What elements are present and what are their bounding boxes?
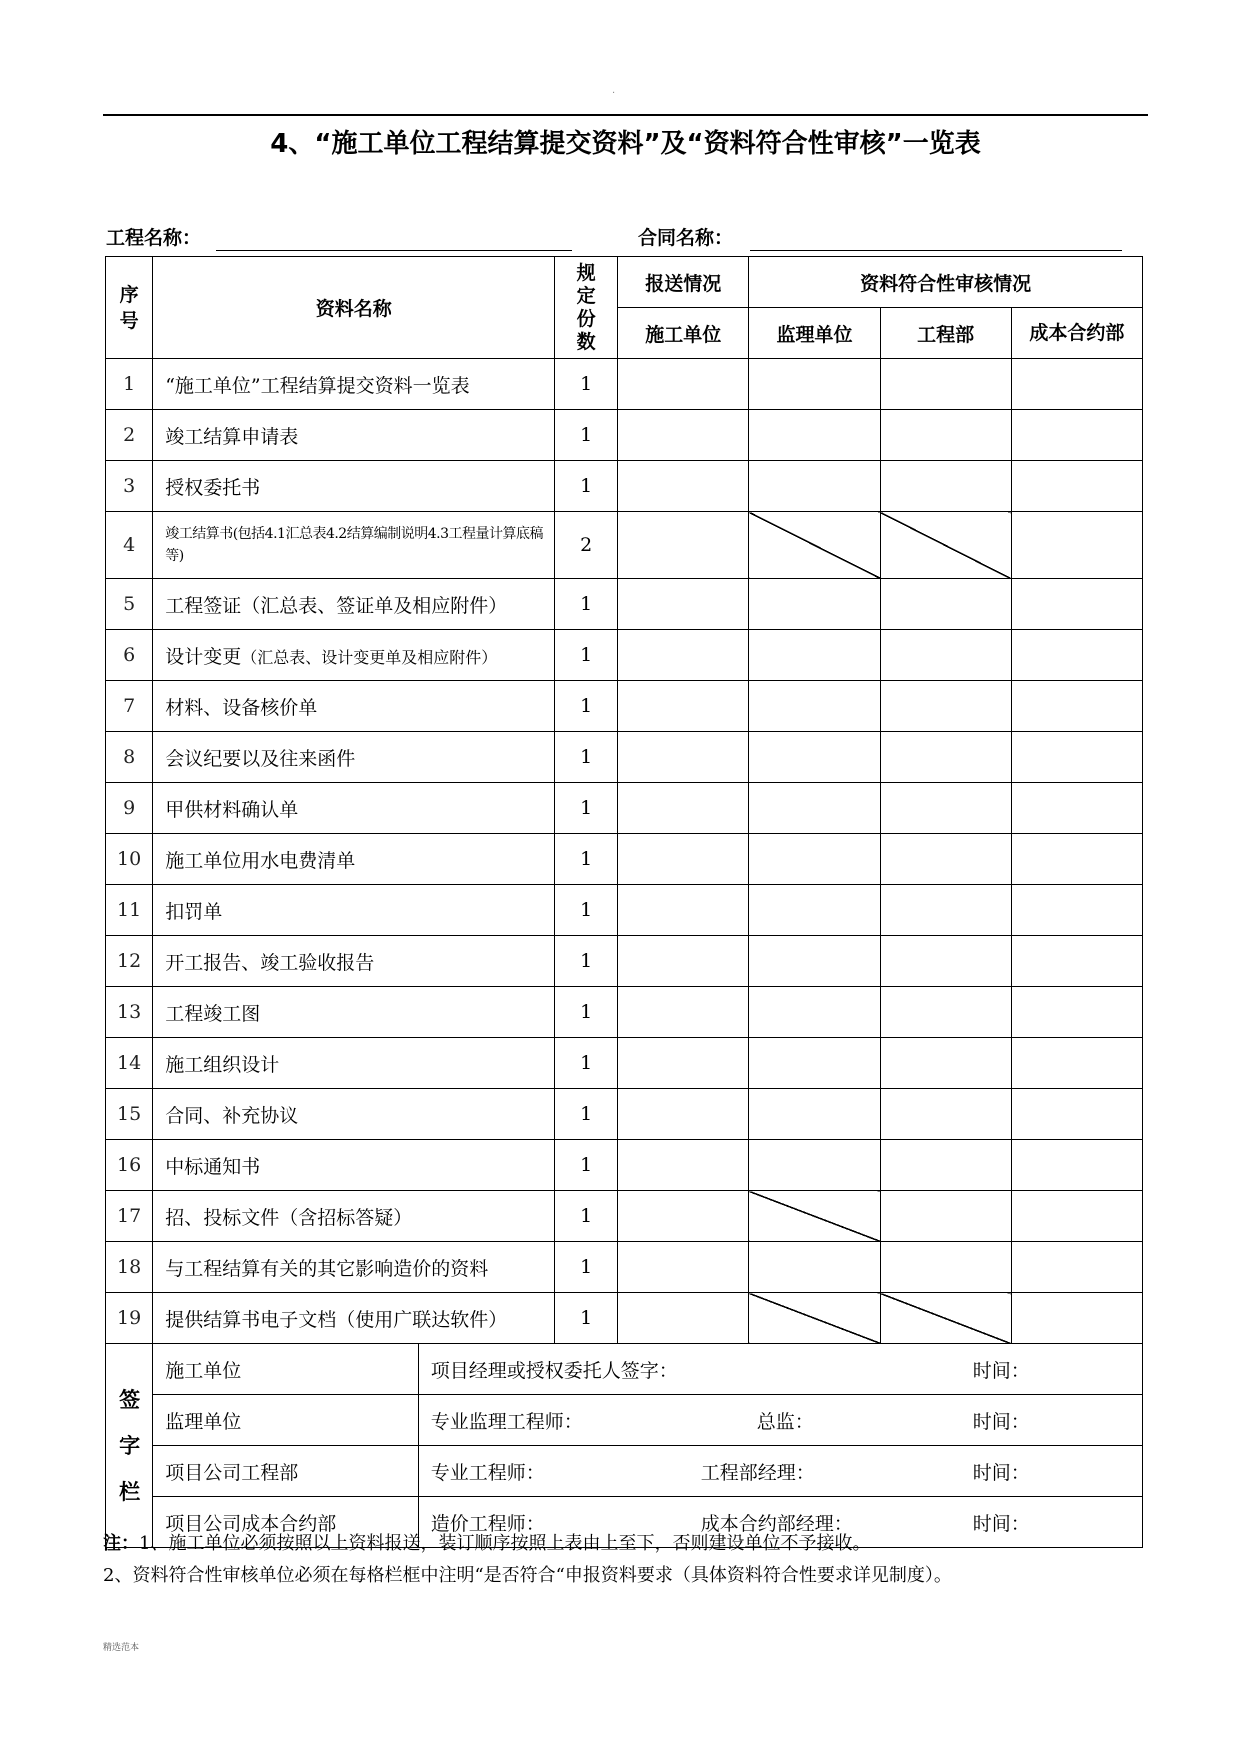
footer-mark: 精选范本: [103, 1643, 140, 1653]
page-title: 4、“施工单位工程结算提交资料”及“资料符合性审核”一览表: [270, 129, 981, 159]
supervisor-cell[interactable]: [749, 1242, 880, 1293]
contractor-cell[interactable]: [618, 1191, 749, 1242]
row-number: 13: [106, 987, 153, 1038]
document-name: 甲供材料确认单: [153, 783, 555, 834]
signature-time: 时间：: [972, 1461, 1030, 1484]
header-submit-group: 报送情况: [618, 257, 749, 308]
note-line-2: 2、资料符合性审核单位必须在每格栏框中注明“是否符合“申报资料要求（具体资料符合性要求详见制度）。: [103, 1565, 952, 1586]
document-name: 材料、设备核价单: [153, 681, 555, 732]
submission-table: [105, 256, 1143, 1548]
signature-unit: 施工单位: [153, 1344, 419, 1395]
supervisor-cell[interactable]: [749, 681, 880, 732]
document-name: 竣工结算书(包括4.1汇总表4.2结算编制说明4.3工程量计算底稿等): [153, 512, 555, 579]
supervisor-cell[interactable]: [749, 359, 880, 410]
required-count: 1: [555, 1089, 618, 1140]
row-number: 14: [106, 1038, 153, 1089]
header-cost: 成本合约部: [1011, 308, 1142, 359]
row-number: 8: [106, 732, 153, 783]
signature-unit: 监理单位: [153, 1395, 419, 1446]
signature-time: 时间：: [972, 1410, 1030, 1433]
required-count: 1: [555, 732, 618, 783]
document-name: 提供结算书电子文档（使用广联达软件）: [153, 1293, 555, 1344]
table-row: [106, 461, 1143, 512]
engineering-cell[interactable]: [880, 885, 1011, 936]
header-contractor: 施工单位: [618, 308, 749, 359]
contractor-cell[interactable]: [618, 885, 749, 936]
contractor-cell[interactable]: [618, 1140, 749, 1191]
engineering-cell[interactable]: [880, 630, 1011, 681]
document-name: 中标通知书: [153, 1140, 555, 1191]
document-name: 扣罚单: [153, 885, 555, 936]
signature-row: [106, 1344, 1143, 1395]
engineering-cell[interactable]: [880, 1140, 1011, 1191]
row-number: 7: [106, 681, 153, 732]
signature-fields[interactable]: [418, 1344, 1142, 1395]
signature-fields[interactable]: [418, 1446, 1142, 1497]
required-count: 1: [555, 630, 618, 681]
required-count: 1: [555, 461, 618, 512]
cost-cell[interactable]: [1011, 630, 1142, 681]
contractor-cell[interactable]: [618, 512, 749, 579]
cost-cell[interactable]: [1011, 359, 1142, 410]
document-name: 工程签证（汇总表、签证单及相应附件）: [153, 579, 555, 630]
contractor-cell[interactable]: [618, 1293, 749, 1344]
cost-cell[interactable]: [1011, 461, 1142, 512]
table-row: [106, 512, 1143, 579]
cost-cell[interactable]: [1011, 936, 1142, 987]
row-number: 19: [106, 1293, 153, 1344]
document-name: 竣工结算申请表: [153, 410, 555, 461]
row-number: 2: [106, 410, 153, 461]
required-count: 1: [555, 1242, 618, 1293]
document-name: 授权委托书: [153, 461, 555, 512]
contract-name-line[interactable]: [750, 250, 1122, 251]
required-count: 1: [555, 579, 618, 630]
required-count: 1: [555, 936, 618, 987]
header-count: 规定份数: [555, 257, 618, 359]
engineering-cell[interactable]: [880, 936, 1011, 987]
engineering-cell[interactable]: [880, 579, 1011, 630]
table-row: [106, 1293, 1143, 1344]
table-row: [106, 1191, 1143, 1242]
supervisor-cell[interactable]: [749, 410, 880, 461]
contractor-cell[interactable]: [618, 410, 749, 461]
engineering-cell[interactable]: [880, 1089, 1011, 1140]
supervisor-cell[interactable]: [749, 936, 880, 987]
signature-time: 时间：: [972, 1359, 1030, 1382]
engineering-cell-na: [880, 512, 1011, 579]
cost-cell[interactable]: [1011, 512, 1142, 579]
signature-field-1: 造价工程师：: [430, 1512, 545, 1535]
contractor-cell[interactable]: [618, 732, 749, 783]
engineering-cell[interactable]: [880, 681, 1011, 732]
table-row: [106, 579, 1143, 630]
required-count: 1: [555, 987, 618, 1038]
row-number: 10: [106, 834, 153, 885]
document-name-sub: （汇总表、设计变更单及相应附件）: [241, 647, 498, 667]
contractor-cell[interactable]: [618, 461, 749, 512]
table-row: [106, 1242, 1143, 1293]
signature-unit: 项目公司成本合约部: [153, 1497, 419, 1548]
cost-cell[interactable]: [1011, 834, 1142, 885]
contractor-cell[interactable]: [618, 579, 749, 630]
notes: [103, 1528, 1148, 1592]
cost-cell[interactable]: [1011, 1242, 1142, 1293]
document-name: 与工程结算有关的其它影响造价的资料: [153, 1242, 555, 1293]
row-number: 12: [106, 936, 153, 987]
table-row: [106, 987, 1143, 1038]
engineering-cell[interactable]: [880, 1242, 1011, 1293]
document-name: 施工组织设计: [153, 1038, 555, 1089]
table-row: [106, 834, 1143, 885]
required-count: 1: [555, 681, 618, 732]
row-number: 9: [106, 783, 153, 834]
signature-field-1: 项目经理或授权委托人签字：: [430, 1359, 678, 1382]
engineering-cell[interactable]: [880, 461, 1011, 512]
cost-cell[interactable]: [1011, 1293, 1142, 1344]
contractor-cell[interactable]: [618, 1089, 749, 1140]
cost-cell[interactable]: [1011, 1191, 1142, 1242]
engineering-cell[interactable]: [880, 834, 1011, 885]
supervisor-cell[interactable]: [749, 885, 880, 936]
header-name: 资料名称: [153, 257, 555, 359]
header-supervisor: 监理单位: [749, 308, 880, 359]
table-row: [106, 1089, 1143, 1140]
header-engineering: 工程部: [880, 308, 1011, 359]
document-name: 合同、补充协议: [153, 1089, 555, 1140]
required-count: 1: [555, 359, 618, 410]
row-number: 11: [106, 885, 153, 936]
required-count: 1: [555, 834, 618, 885]
table-row: [106, 410, 1143, 461]
supervisor-cell[interactable]: [749, 461, 880, 512]
cost-cell[interactable]: [1011, 732, 1142, 783]
signature-unit: 项目公司工程部: [153, 1446, 419, 1497]
signature-field-1: 专业工程师：: [430, 1461, 545, 1484]
row-number: 18: [106, 1242, 153, 1293]
note-line-1: 注：1、施工单位必须按照以上资料报送，装订顺序按照上表由上至下，否则建设单位不予接收。: [103, 1533, 871, 1554]
document-name: 工程竣工图: [153, 987, 555, 1038]
document-name: 招、投标文件（含招标答疑）: [153, 1191, 555, 1242]
cost-cell[interactable]: [1011, 783, 1142, 834]
supervisor-cell-na: [749, 1191, 880, 1242]
cost-cell[interactable]: [1011, 1140, 1142, 1191]
signature-row: [106, 1395, 1143, 1446]
document-name: [153, 630, 555, 681]
contractor-cell[interactable]: [618, 359, 749, 410]
signature-section-label: 签字栏: [106, 1344, 153, 1548]
signature-fields[interactable]: [418, 1395, 1142, 1446]
cost-cell[interactable]: [1011, 410, 1142, 461]
header-seq: 序号: [106, 257, 153, 359]
signature-field-1: 专业监理工程师：: [430, 1410, 583, 1433]
contractor-cell[interactable]: [618, 987, 749, 1038]
supervisor-cell[interactable]: [749, 630, 880, 681]
engineering-cell[interactable]: [880, 410, 1011, 461]
project-name-line[interactable]: [216, 250, 572, 251]
header-rule: [103, 114, 1148, 116]
cost-cell[interactable]: [1011, 885, 1142, 936]
required-count: 1: [555, 885, 618, 936]
engineering-cell-na: [880, 1293, 1011, 1344]
row-number: 4: [106, 512, 153, 579]
supervisor-cell[interactable]: [749, 834, 880, 885]
top-mark: ·: [612, 88, 616, 99]
row-number: 5: [106, 579, 153, 630]
engineering-cell[interactable]: [880, 783, 1011, 834]
row-number: 3: [106, 461, 153, 512]
table-row: [106, 681, 1143, 732]
table-row: [106, 359, 1143, 410]
cost-cell[interactable]: [1011, 1089, 1142, 1140]
supervisor-cell[interactable]: [749, 1089, 880, 1140]
supervisor-cell[interactable]: [749, 987, 880, 1038]
document-name-main: 设计变更: [165, 645, 242, 668]
document-name: 施工单位用水电费清单: [153, 834, 555, 885]
document-name: 开工报告、竣工验收报告: [153, 936, 555, 987]
engineering-cell[interactable]: [880, 732, 1011, 783]
required-count: 1: [555, 783, 618, 834]
contractor-cell[interactable]: [618, 936, 749, 987]
supervisor-cell[interactable]: [749, 732, 880, 783]
engineering-cell[interactable]: [880, 359, 1011, 410]
table-row: [106, 1038, 1143, 1089]
engineering-cell[interactable]: [880, 1038, 1011, 1089]
supervisor-cell-na: [749, 512, 880, 579]
cost-cell[interactable]: [1011, 579, 1142, 630]
cost-cell[interactable]: [1011, 681, 1142, 732]
table-row: [106, 1140, 1143, 1191]
engineering-cell[interactable]: [880, 1191, 1011, 1242]
table-row: [106, 885, 1143, 936]
row-number: 16: [106, 1140, 153, 1191]
supervisor-cell[interactable]: [749, 1038, 880, 1089]
required-count: 1: [555, 1140, 618, 1191]
contractor-cell[interactable]: [618, 1242, 749, 1293]
signature-row: [106, 1446, 1143, 1497]
contractor-cell[interactable]: [618, 783, 749, 834]
row-number: 15: [106, 1089, 153, 1140]
supervisor-cell[interactable]: [749, 1140, 880, 1191]
row-number: 1: [106, 359, 153, 410]
table-row: [106, 936, 1143, 987]
required-count: 2: [555, 512, 618, 579]
required-count: 1: [555, 410, 618, 461]
signature-field-2: 工程部经理：: [700, 1461, 815, 1484]
contractor-cell[interactable]: [618, 681, 749, 732]
required-count: 1: [555, 1191, 618, 1242]
contract-name-label: 合同名称：: [638, 227, 734, 249]
table-row: [106, 732, 1143, 783]
cost-cell[interactable]: [1011, 1038, 1142, 1089]
document-name: 会议纪要以及往来函件: [153, 732, 555, 783]
signature-time: 时间：: [972, 1512, 1030, 1535]
project-name-label: 工程名称：: [106, 227, 202, 249]
required-count: 1: [555, 1038, 618, 1089]
row-number: 6: [106, 630, 153, 681]
contractor-cell[interactable]: [618, 834, 749, 885]
signature-field-2: 总监：: [756, 1410, 814, 1433]
header-review-group: 资料符合性审核情况: [749, 257, 1143, 308]
contractor-cell[interactable]: [618, 1038, 749, 1089]
engineering-cell[interactable]: [880, 987, 1011, 1038]
cost-cell[interactable]: [1011, 987, 1142, 1038]
contractor-cell[interactable]: [618, 630, 749, 681]
signature-field-2: 成本合约部经理：: [700, 1512, 853, 1535]
row-number: 17: [106, 1191, 153, 1242]
document-name: “施工单位”工程结算提交资料一览表: [153, 359, 555, 410]
supervisor-cell[interactable]: [749, 783, 880, 834]
required-count: 1: [555, 1293, 618, 1344]
supervisor-cell[interactable]: [749, 579, 880, 630]
supervisor-cell-na: [749, 1293, 880, 1344]
table-row: [106, 783, 1143, 834]
table-row: [106, 630, 1143, 681]
